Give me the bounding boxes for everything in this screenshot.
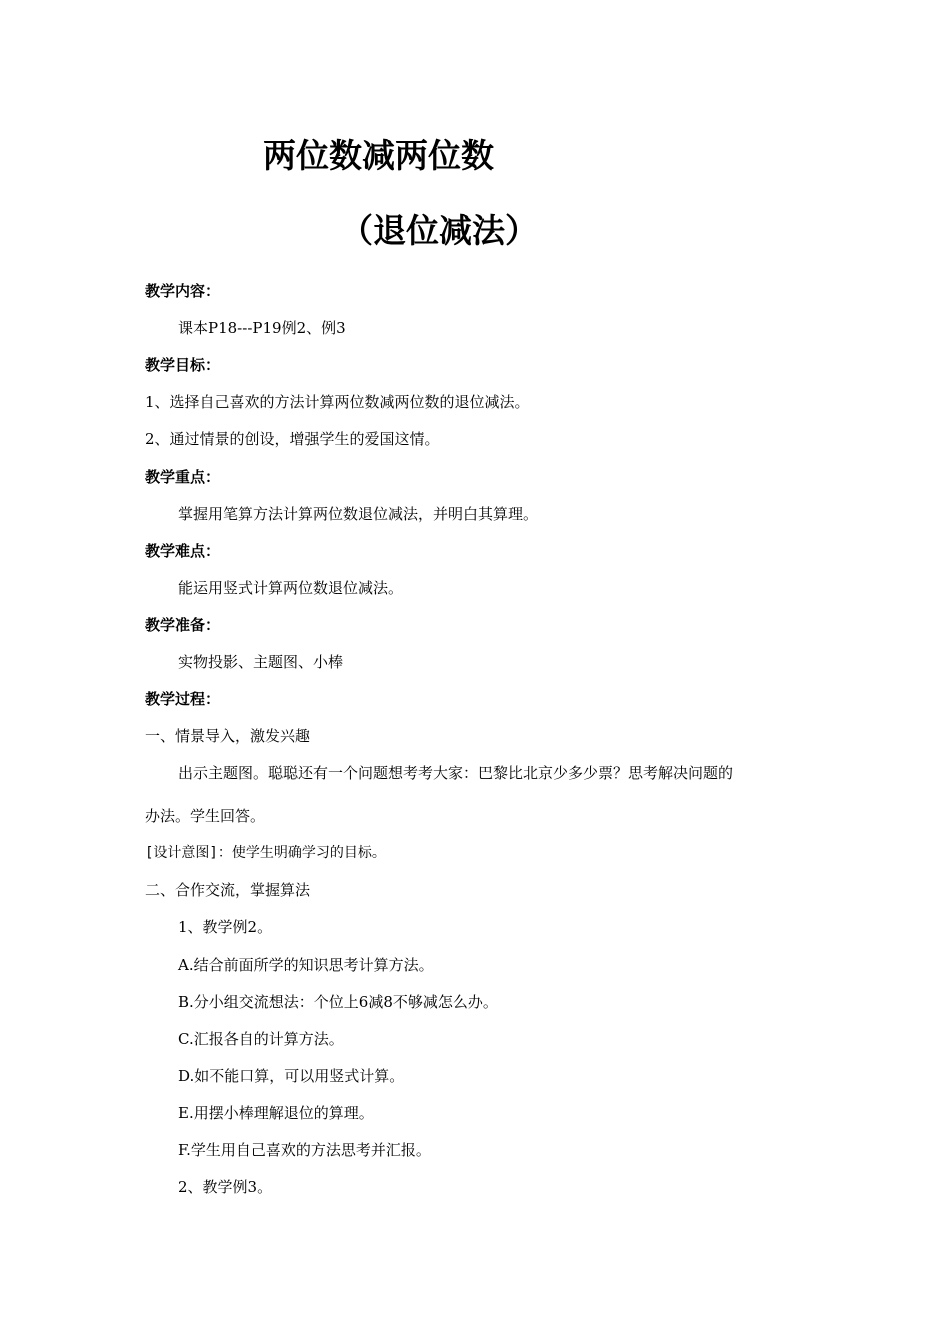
text-preparation: 实物投影、主题图、小棒 (178, 653, 344, 671)
list-item-d: D.如不能口算，可以用竖式计算。 (178, 1067, 405, 1085)
process-step-1-text-a: 出示主题图。聪聪还有一个问题想考考大家：巴黎比北京少多少票？思考解决问题的 (178, 764, 734, 782)
heading-difficulty: 教学难点： (145, 542, 221, 560)
heading-content: 教学内容： (145, 282, 221, 300)
text-content: 课本P18---P19例2、例3 (178, 319, 346, 337)
example-2-heading: 1、教学例2。 (178, 918, 273, 936)
list-item-e: E.用摆小棒理解退位的算理。 (178, 1104, 374, 1122)
list-item-f: F.学生用自己喜欢的方法思考并汇报。 (178, 1141, 431, 1159)
list-item-a: A.结合前面所学的知识思考计算方法。 (178, 956, 434, 974)
design-note: [设计意图]：使学生明确学习的目标。 (145, 845, 386, 861)
document-subtitle: （退位减法） (340, 211, 538, 250)
example-3-heading: 2、教学例3。 (178, 1178, 273, 1196)
goal-item-2: 2、通过情景的创设，增强学生的爱国这情。 (145, 430, 440, 448)
process-step-1-text-b: 办法。学生回答。 (145, 807, 266, 825)
heading-preparation: 教学准备： (145, 616, 221, 634)
heading-key-points: 教学重点： (145, 468, 221, 486)
heading-goals: 教学目标： (145, 356, 221, 374)
goal-item-1: 1、选择自己喜欢的方法计算两位数减两位数的退位减法。 (145, 393, 530, 411)
process-step-2: 二、合作交流，掌握算法 (145, 881, 311, 899)
list-item-c: C.汇报各自的计算方法。 (178, 1030, 344, 1048)
document-title: 两位数减两位数 (263, 136, 494, 175)
text-key-points: 掌握用笔算方法计算两位数退位减法，并明白其算理。 (178, 505, 539, 523)
list-item-b: B.分小组交流想法：个位上6减8不够减怎么办。 (178, 993, 498, 1011)
process-step-1: 一、情景导入，激发兴趣 (145, 727, 311, 745)
heading-process: 教学过程： (145, 690, 221, 708)
text-difficulty: 能运用竖式计算两位数退位减法。 (178, 579, 404, 597)
